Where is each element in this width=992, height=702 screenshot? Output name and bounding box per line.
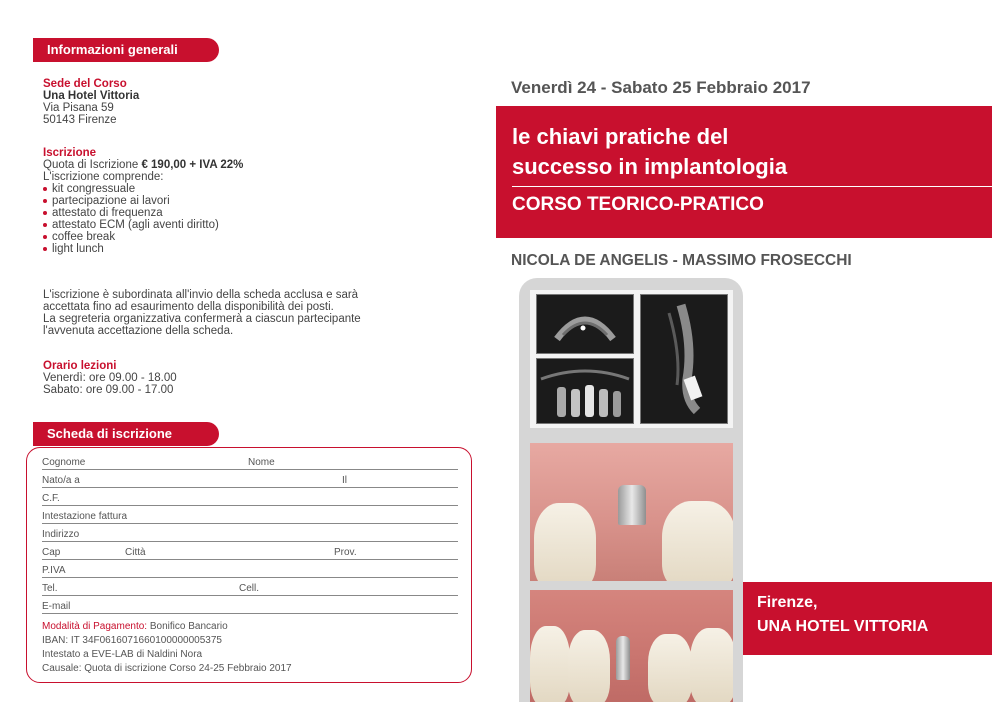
tooth-shape [690, 628, 733, 702]
intestato-text: Intestato a EVE-LAB di Naldini Nora [42, 649, 203, 660]
il-label: Il [342, 475, 347, 486]
quota-value: € 190,00 + IVA 22% [141, 159, 244, 171]
payment-value: Bonifico Bancario [147, 621, 228, 632]
cf-row[interactable] [42, 492, 458, 506]
list-item: kit congressuale [43, 183, 243, 195]
email-row[interactable] [42, 600, 458, 614]
tel-label: Tel. [42, 583, 58, 594]
tooth-shape [530, 626, 570, 702]
intestazione-row[interactable] [42, 510, 458, 524]
sede-address1: Via Pisana 59 [43, 102, 114, 114]
section-tab-informazioni: Informazioni generali [33, 38, 219, 62]
list-item: attestato ECM (agli aventi diritto) [43, 219, 243, 231]
list-item: coffee break [43, 231, 243, 243]
venue-box [743, 582, 992, 655]
orario-heading: Orario lezioni [43, 360, 117, 372]
intestazione-label: Intestazione fattura [42, 511, 128, 522]
course-subtitle: CORSO TEORICO-PRATICO [512, 194, 764, 215]
list-item: light lunch [43, 243, 243, 255]
cap-citta-prov-row[interactable] [42, 546, 458, 560]
ct-sagittal-view [640, 294, 728, 424]
ct-scan-image [530, 290, 733, 428]
sede-block [43, 78, 139, 126]
tooth-shape [648, 634, 692, 702]
nato-label: Nato/a a [42, 475, 80, 486]
cell-label: Cell. [239, 583, 260, 594]
course-date: Venerdì 24 - Sabato 25 Febbraio 2017 [511, 78, 811, 97]
course-title-line1: le chiavi pratiche del [512, 124, 729, 149]
list-item: partecipazione ai lavori [43, 195, 243, 207]
authors: NICOLA DE ANGELIS - MASSIMO FROSECCHI [511, 252, 852, 269]
cap-label: Cap [42, 547, 61, 558]
tel-cell-row[interactable] [42, 582, 458, 596]
tooth-shape [662, 501, 733, 581]
tooth-shape [568, 630, 610, 702]
citta-label: Città [125, 547, 146, 558]
indirizzo-label: Indirizzo [42, 529, 80, 540]
comprende-label: L'iscrizione comprende: [43, 171, 164, 183]
nato-il-row[interactable] [42, 474, 458, 488]
venue-city: Firenze, [757, 594, 818, 611]
email-label: E-mail [42, 601, 71, 612]
prov-label: Prov. [334, 547, 357, 558]
list-item: attestato di frequenza [43, 207, 243, 219]
registration-form [26, 447, 472, 683]
title-divider [512, 186, 992, 187]
abutment-shape [618, 485, 646, 525]
iban-text: IBAN: IT 34F0616071660100000005375 [42, 635, 222, 646]
quota-label: Quota di Iscrizione [43, 159, 142, 171]
implant-photo-abutment [530, 443, 733, 581]
piva-row[interactable] [42, 564, 458, 578]
ct-coronal-view [536, 358, 634, 424]
payment-method [42, 620, 228, 633]
cf-label: C.F. [42, 493, 60, 504]
causale-text: Causale: Quota di iscrizione Corso 24-25 Febbraio 2017 [42, 663, 292, 674]
title-banner [496, 106, 992, 238]
terms-line: l'avvenuta accettazione della scheda. [43, 325, 234, 337]
cognome-nome-row[interactable] [42, 456, 458, 470]
sede-name: Una Hotel Vittoria [43, 90, 140, 102]
terms-line: La segreteria organizzativa confermerà a ciascun partecipante [43, 313, 361, 325]
payment-label: Modalità di Pagamento: [42, 621, 148, 632]
terms-line: accettata fino ad esaurimento della disponibilità dei posti. [43, 301, 334, 313]
piva-label: P.IVA [42, 565, 66, 576]
ct-axial-view [536, 294, 634, 354]
iscrizione-block [43, 147, 243, 255]
implant-photo-crown [530, 590, 733, 702]
section-tab-scheda: Scheda di iscrizione [33, 422, 219, 446]
sede-address2: 50143 Firenze [43, 114, 117, 126]
sede-heading: Sede del Corso [43, 78, 127, 90]
terms-paragraph [43, 289, 463, 337]
cognome-label: Cognome [42, 457, 86, 468]
iscrizione-heading: Iscrizione [43, 147, 97, 159]
abutment-shape [616, 636, 630, 680]
orario-block [43, 360, 177, 396]
venue-name: UNA HOTEL VITTORIA [757, 618, 929, 635]
nome-label: Nome [248, 457, 275, 468]
tooth-shape [534, 503, 596, 581]
course-title-line2: successo in implantologia [512, 154, 788, 179]
orario-line: Sabato: ore 09.00 - 17.00 [43, 384, 174, 396]
orario-line: Venerdì: ore 09.00 - 18.00 [43, 372, 177, 384]
indirizzo-row[interactable] [42, 528, 458, 542]
terms-line: L'iscrizione è subordinata all'invio della scheda acclusa e sarà [43, 289, 359, 301]
